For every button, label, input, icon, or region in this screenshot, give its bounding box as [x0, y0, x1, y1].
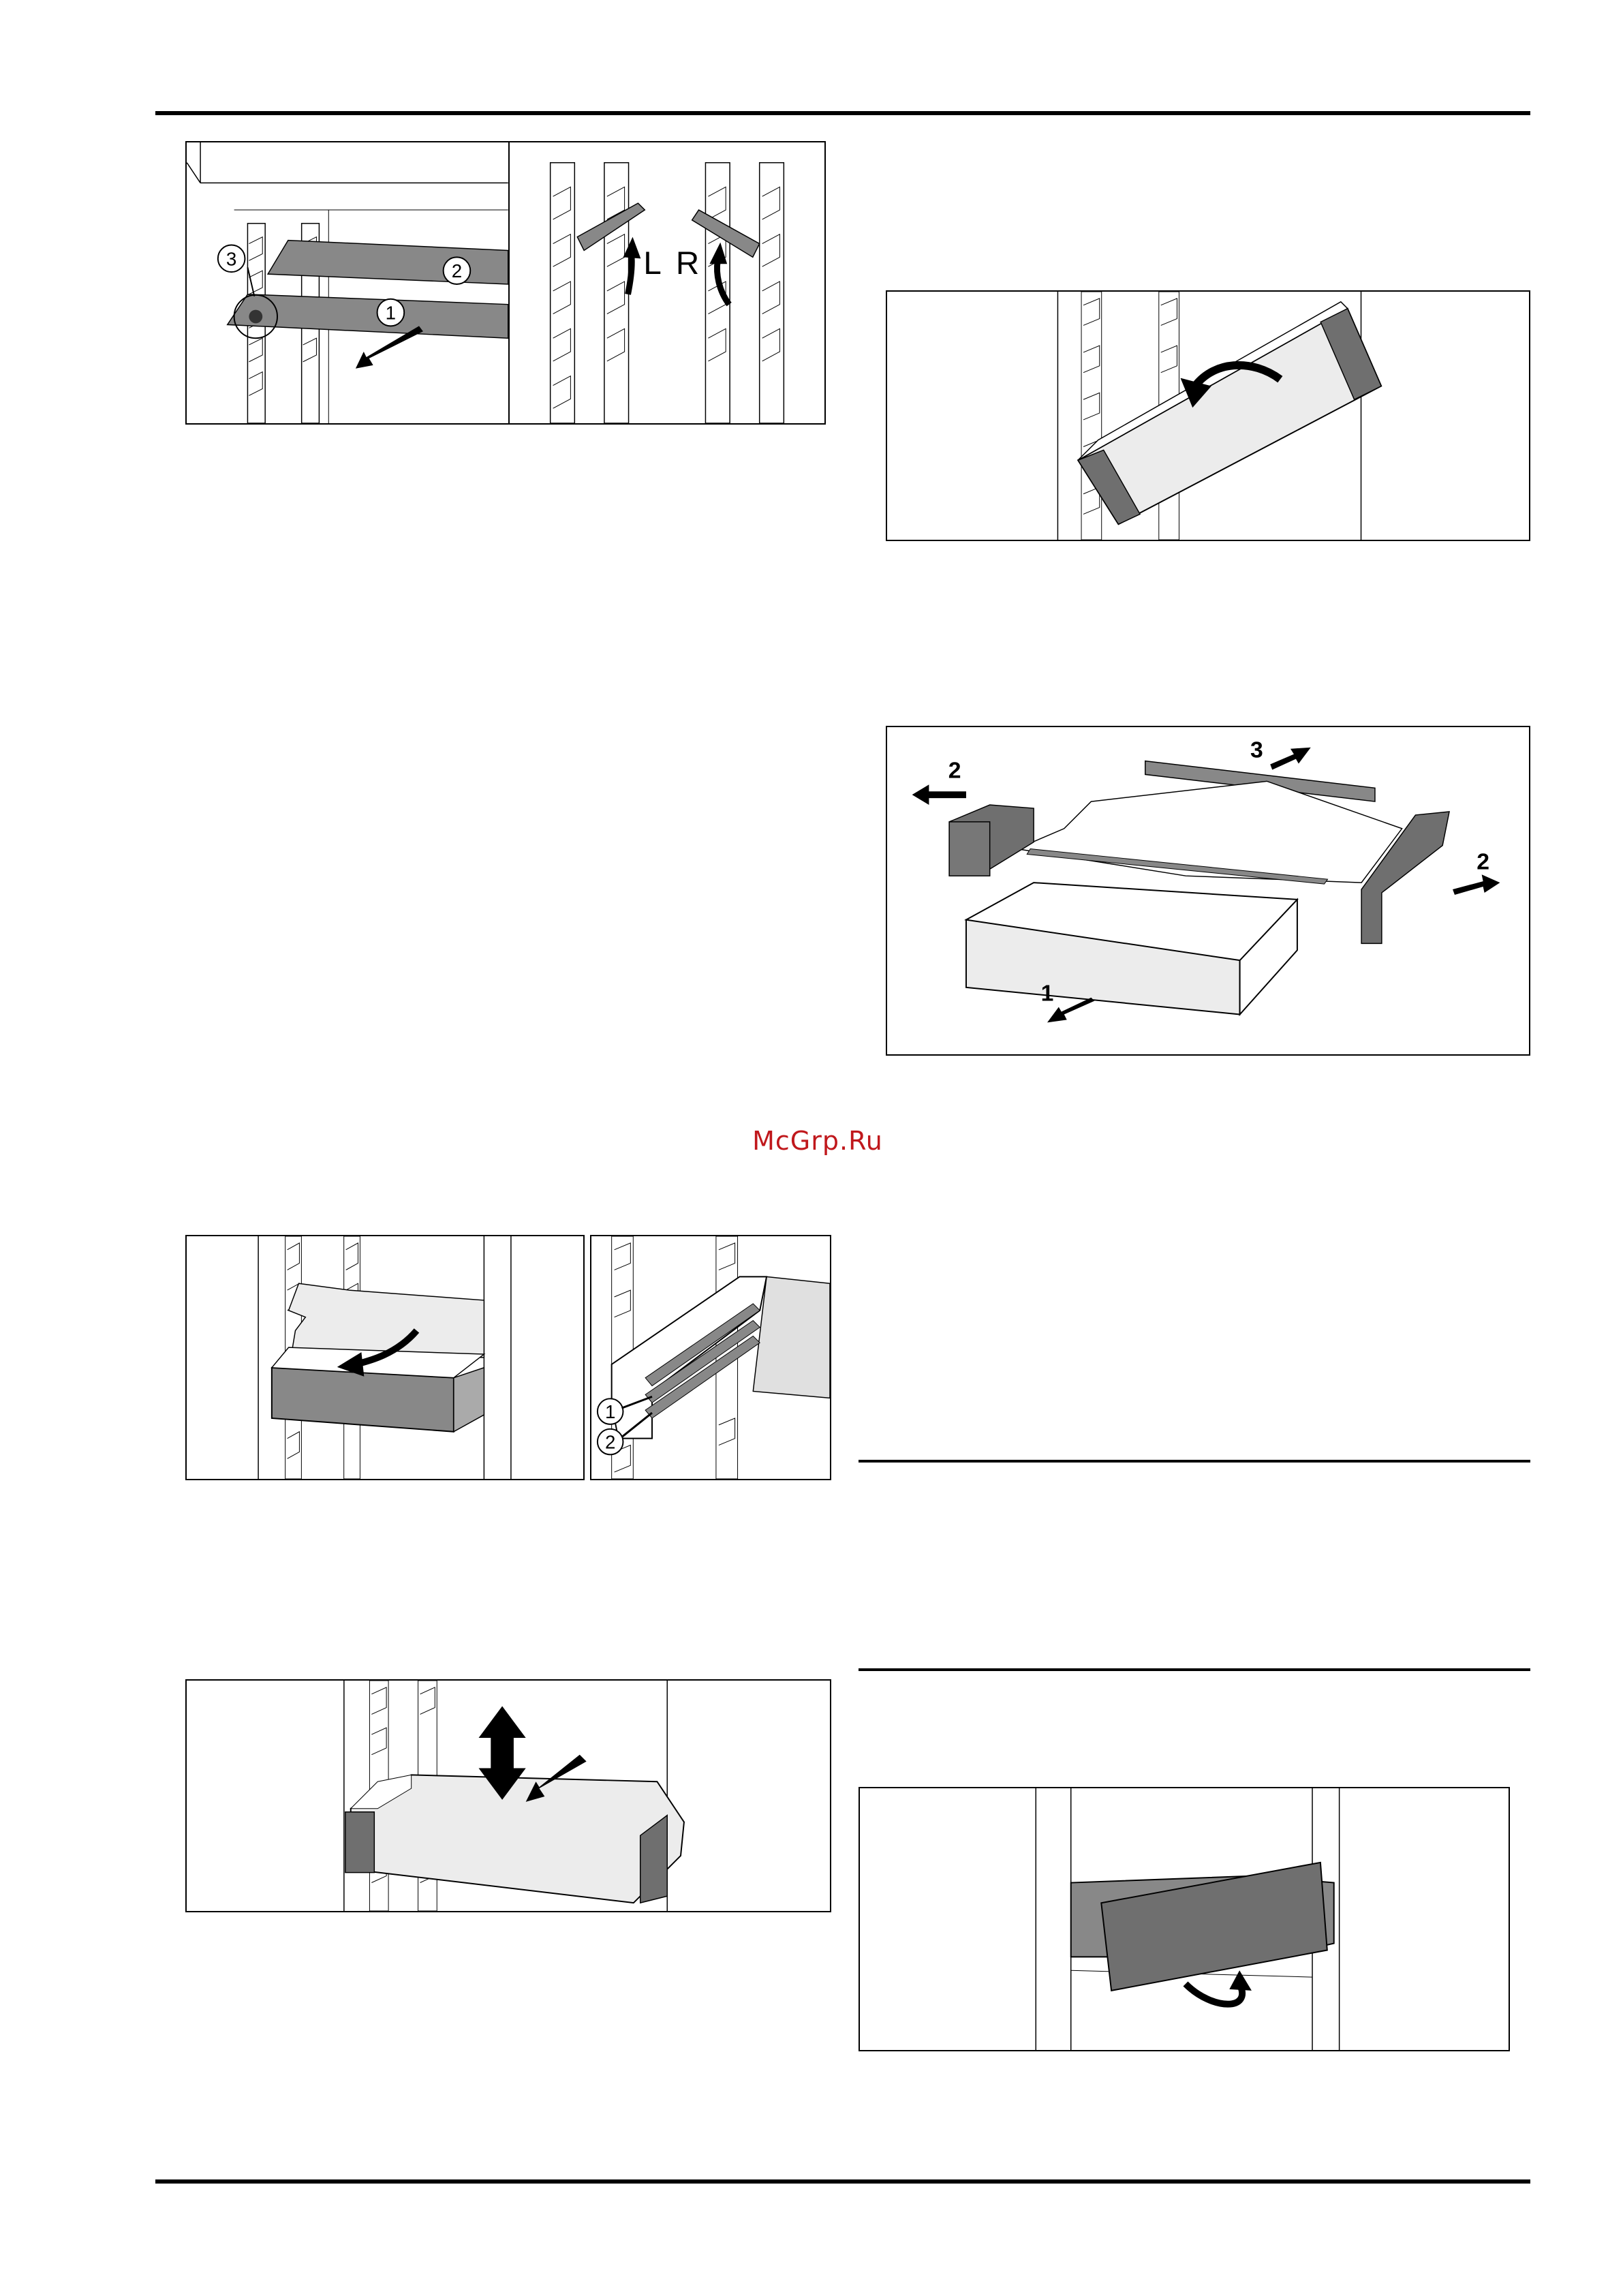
figure-shelf-supports [508, 141, 826, 425]
watermark: McGrp.Ru [752, 1126, 883, 1156]
svg-text:2: 2 [948, 757, 961, 784]
svg-text:1: 1 [385, 302, 397, 324]
svg-text:1: 1 [604, 1400, 616, 1422]
figure-drawer-insert [185, 1679, 831, 1912]
callout-2 [598, 1429, 623, 1455]
figure-drawer-tilt [886, 290, 1530, 541]
svg-text:1: 1 [1040, 980, 1054, 1007]
svg-text:3: 3 [1250, 737, 1263, 763]
figure-drawer-front [859, 1787, 1510, 2051]
footer-rule [155, 2179, 1530, 2184]
figure-drawer-disassembly [886, 726, 1530, 1056]
svg-text:2: 2 [451, 260, 463, 282]
figure-drawer-pull-out [185, 1235, 585, 1480]
callout-1 [377, 299, 405, 326]
section-rule-1 [859, 1460, 1530, 1463]
figure-drawer-rails [590, 1235, 831, 1480]
figure-shelf-removal [185, 141, 510, 425]
section-rule-2 [859, 1668, 1530, 1671]
svg-text:3: 3 [226, 248, 237, 270]
arrow-2-left-icon [912, 784, 966, 805]
svg-text:2: 2 [604, 1431, 616, 1453]
arrow-2-right-icon [1453, 874, 1500, 895]
side-label-left: L [643, 245, 662, 282]
header-rule [155, 111, 1530, 115]
callout-2 [444, 257, 471, 284]
arrow-3-up-icon [1270, 748, 1311, 770]
callout-1 [598, 1398, 623, 1424]
callout-3 [218, 245, 245, 273]
side-label-right: R [675, 245, 700, 282]
arrow-1-down-icon [1047, 998, 1094, 1023]
svg-text:2: 2 [1477, 848, 1490, 875]
